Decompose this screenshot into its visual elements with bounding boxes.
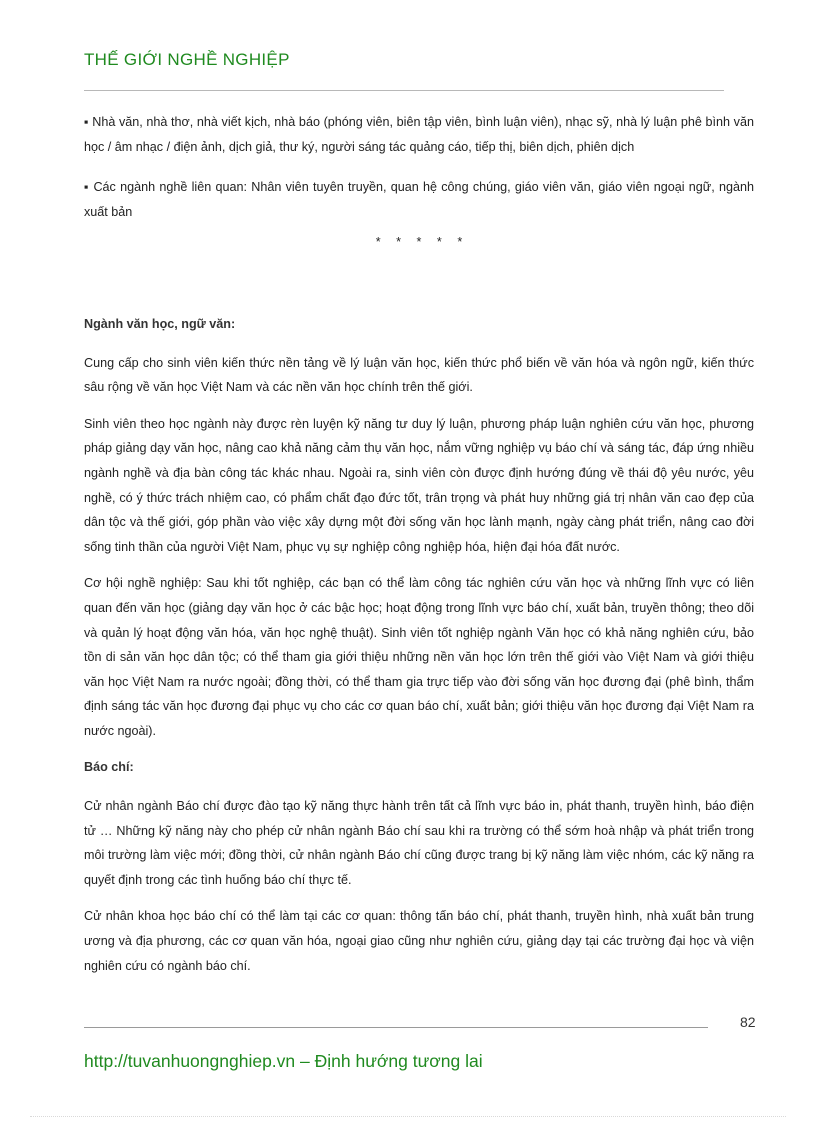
footer-website-link[interactable]: http://tuvanhuongnghiep.vn – Định hướng tương lai xyxy=(84,1051,483,1071)
page-header-title: THẾ GIỚI NGHỀ NGHIỆP xyxy=(84,50,290,69)
literature-paragraph-3: Cơ hội nghề nghiệp: Sau khi tốt nghiệp, các bạn có thể làm công tác nghiên cứu văn học và những lĩnh vực có liên quan đến văn học (giảng dạy văn học ở các bậc học; hoạt động trong lĩnh vực báo chí, xuất bản, truyền thông; theo dõi và quản lý hoạt động văn hóa, văn học nghệ thuật). Sinh viên tốt nghiệp ngành Văn học có khả năng nghiên cứu, bảo tồn di sản văn học dân tộc; có thể tham gia giới thiệu những nền văn học lớn trên thế giới vào Việt Nam và giới thiệu văn học Việt Nam ra nước ngoài; đồng thời, có thể tham gia trực tiếp vào đời sống văn học đương đại (phê bình, thẩm định sáng tác văn học đương đại phục vụ cho các cơ quan báo chí, xuất bản; giới thiệu văn học đương đại Việt Nam ra nước ngoài). xyxy=(84,576,754,738)
header-divider xyxy=(84,90,724,91)
page-content xyxy=(84,110,754,978)
section-heading-journalism: Báo chí: xyxy=(84,760,134,775)
journalism-paragraph-1: Cử nhân ngành Báo chí được đào tạo kỹ năng thực hành trên tất cả lĩnh vực báo in, phát thanh, truyền hình, báo điện tử … Những kỹ năng này cho phép cử nhân ngành Báo chí sau khi ra trường có thể sớm hoà nhập và phát triển trong môi trường làm việc mới; đồng thời, cử nhân ngành Báo chí cũng được trang bị kỹ năng làm việc nhóm, các kỹ năng ra quyết định trong các tình huống báo chí thực tế. xyxy=(84,799,754,887)
section-separator: * * * * * xyxy=(375,235,463,250)
footer-divider xyxy=(84,1027,708,1028)
page-number: 82 xyxy=(740,1014,756,1030)
literature-paragraph-1: Cung cấp cho sinh viên kiến thức nền tảng về lý luận văn học, kiến thức phổ biến về văn hóa và ngôn ngữ, kiến thức sâu rộng về văn học Việt Nam và các nền văn học chính trên thế giới. xyxy=(84,355,754,395)
bullet-item-related-careers: ▪ Các ngành nghề liên quan: Nhân viên tuyên truyền, quan hệ công chúng, giáo viên văn, giáo viên ngoại ngữ, ngành xuất bản xyxy=(84,180,754,219)
bullet-item-careers: ▪ Nhà văn, nhà thơ, nhà viết kịch, nhà báo (phóng viên, biên tập viên, bình luận viên), nhạc sỹ, nhà lý luận phê bình văn học / âm nhạc / điện ảnh, dịch giả, thư ký, người sáng tác quảng cáo, tiếp thị, biên dịch, phiên dịch xyxy=(84,115,754,154)
journalism-paragraph-2: Cử nhân khoa học báo chí có thể làm tại các cơ quan: thông tấn báo chí, phát thanh, truyền hình, nhà xuất bản trung ương và địa phương, các cơ quan văn hóa, ngoại giao cũng như nghiên cứu, giảng dạy tại các trường đại học và viện nghiên cứu có ngành báo chí. xyxy=(84,909,754,973)
literature-paragraph-2: Sinh viên theo học ngành này được rèn luyện kỹ năng tư duy lý luận, phương pháp luận nghiên cứu văn học, phương pháp giảng dạy văn học, nâng cao khả năng cảm thụ văn học, nắm vững nghiệp vụ báo chí và sáng tác, đáp ứng nhiều ngành nghề và địa bàn công tác khác nhau. Ngoài ra, sinh viên còn được định hướng đúng về thái độ yêu nước, yêu nghề, có ý thức trách nhiệm cao, có phẩm chất đạo đức tốt, trân trọng và phát huy những giá trị nhân văn cao đẹp của dân tộc và thế giới, góp phần vào việc xây dựng một đời sống văn học lành mạnh, ngày càng phát triển, nâng cao đời sống tinh thần của người Việt Nam, phục vụ sự nghiệp công nghiệp hóa, hiện đại hóa đất nước. xyxy=(84,416,754,554)
page-bottom-edge xyxy=(30,1116,786,1117)
section-heading-literature: Ngành văn học, ngữ văn: xyxy=(84,316,236,331)
